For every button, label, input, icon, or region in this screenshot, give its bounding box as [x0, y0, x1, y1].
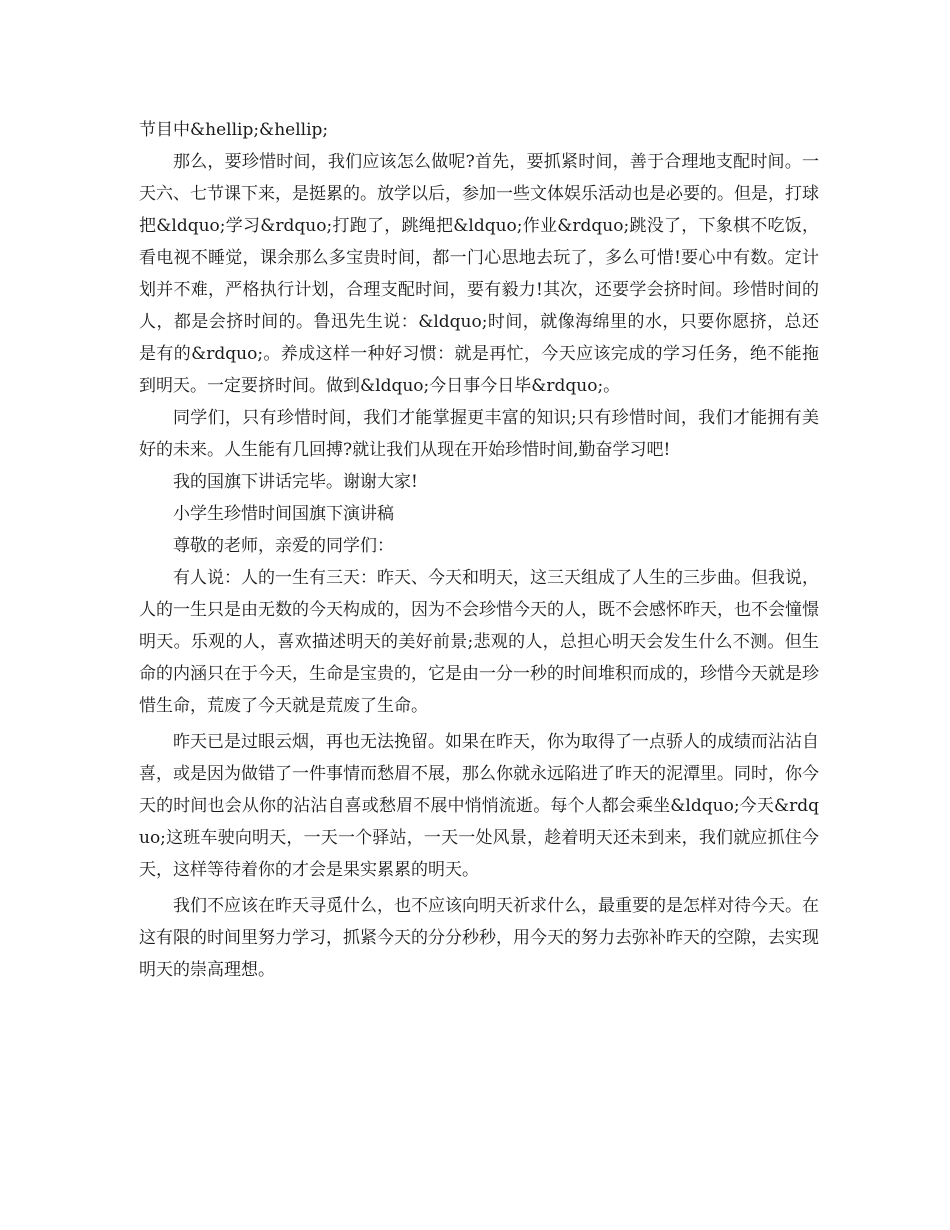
document-body — [139, 114, 819, 986]
speech-salutation: 尊敬的老师，亲爱的同学们： — [173, 536, 394, 556]
paragraph-yesterday: 昨天已是过眼云烟，再也无法挽留。如果在昨天，你为取得了一点骄人的成绩而沾沾自喜，或是因为做错了一件事情而愁眉不展，那么你就永远陷进了昨天的泥潭里。同时，你今天的时间也会从你的沾沾自喜或愁眉不展中悄悄流逝。每个人都会乘坐&ldquo;今天&rdquo;这班车驶向明天，一天一个驿站，一天一处风景，趁着明天还未到来，我们就应抓住今天，这样等待着你的才会是果实累累的明天。 — [139, 732, 819, 880]
paragraph-three-days: 有人说：人的一生有三天：昨天、今天和明天，这三天组成了人生的三步曲。但我说，人的一生只是由无数的今天构成的，因为不会珍惜今天的人，既不会感怀昨天，也不会憧憬明天。乐观的人，喜欢描述明天的美好前景;悲观的人，总担心明天会发生什么不测。但生命的内涵只在于今天，生命是宝贵的，它是由一分一秒的时间堆积而成的，珍惜今天就是珍惜生命，荒废了今天就是荒废了生命。 — [139, 568, 819, 716]
paragraph-continuation: 节目中&hellip;&hellip; — [139, 120, 329, 140]
paragraph-conclusion: 同学们，只有珍惜时间，我们才能掌握更丰富的知识;只有珍惜时间，我们才能拥有美好的未来。人生能有几回搏?就让我们从现在开始珍惜时间,勤奋学习吧! — [139, 408, 819, 460]
paragraph-today: 我们不应该在昨天寻觅什么，也不应该向明天祈求什么，最重要的是怎样对待今天。在这有限的时间里努力学习，抓紧今天的分分秒秒，用今天的努力去弥补昨天的空隙，去实现明天的崇高理想。 — [139, 896, 819, 980]
speech-title: 小学生珍惜时间国旗下演讲稿 — [173, 504, 394, 524]
paragraph-closing-thanks: 我的国旗下讲话完毕。谢谢大家! — [173, 472, 418, 492]
paragraph-how-to-cherish-time: 那么，要珍惜时间，我们应该怎么做呢?首先，要抓紧时间，善于合理地支配时间。一天六、七节课下来，是挺累的。放学以后，参加一些文体娱乐活动也是必要的。但是，打球把&ldquo;学习&rdquo;打跑了，跳绳把&ldquo;作业&rdquo;跳没了，下象棋不吃饭，看电视不睡觉，课余那么多宝贵时间，都一门心思地去玩了，多么可惜!要心中有数。定计划并不难，严格执行计划，合理支配时间，要有毅力!其次，还要学会挤时间。珍惜时间的人，都是会挤时间的。鲁迅先生说：&ldquo;时间，就像海绵里的水，只要你愿挤，总还是有的&rdquo;。养成这样一种好习惯：就是再忙，今天应该完成的学习任务，绝不能拖到明天。一定要挤时间。做到&ldquo;今日事今日毕&rdquo;。 — [139, 152, 819, 396]
